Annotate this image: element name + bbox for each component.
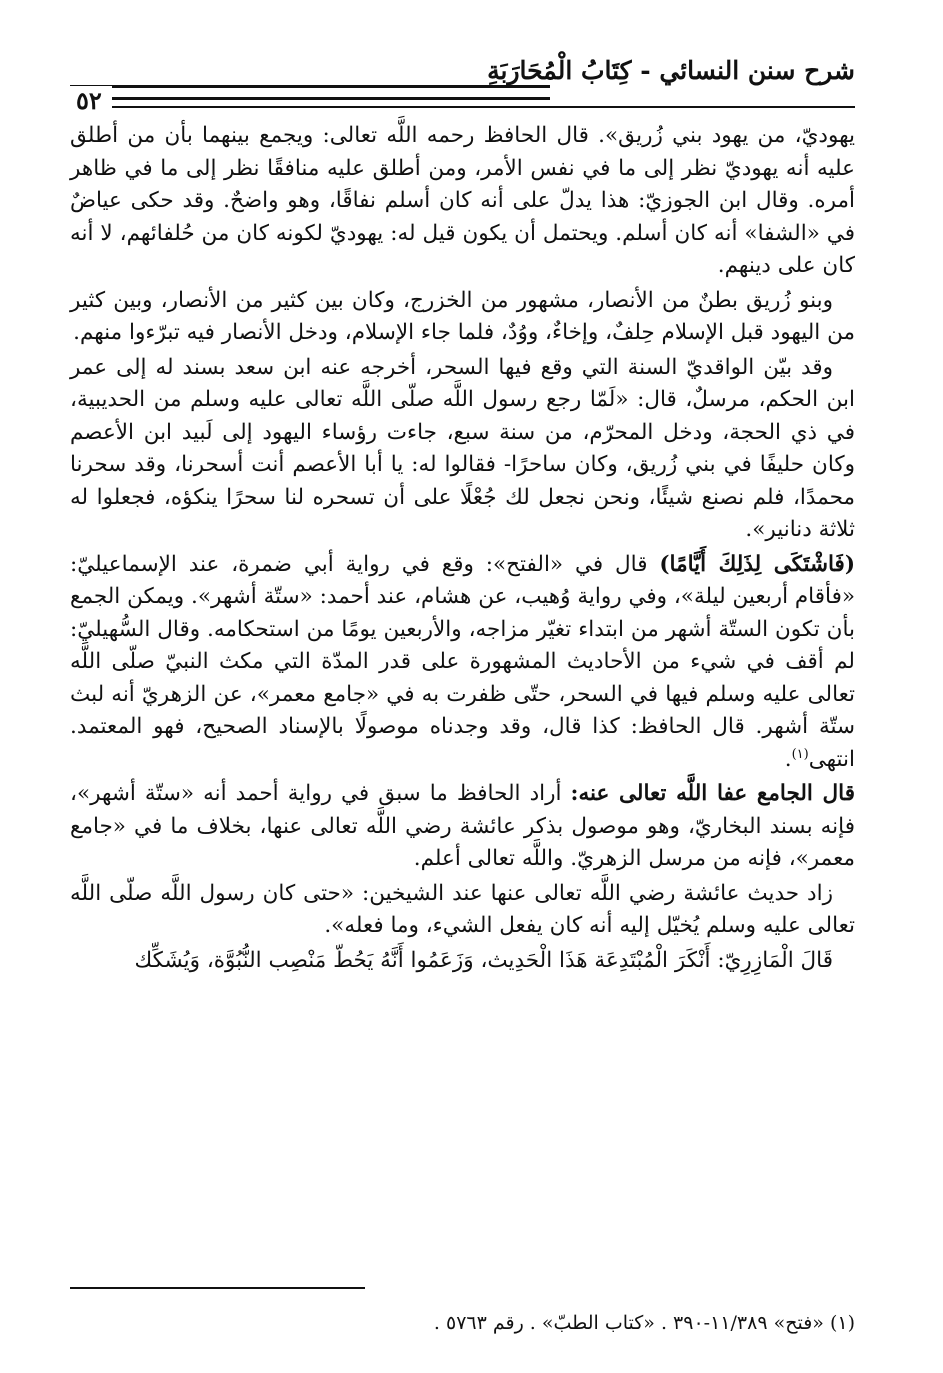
paragraph [70,778,855,876]
paragraph-text: قَالَ الْمَازِرِيّ: أَنْكَرَ الْمُبْتَدِعَة هَذَا الْحَدِيث، وَزَعَمُوا أَنَّهُ يَحُطّ مَنْصِب النُّبُوَّة، وَيُشَكِّك [134,947,833,973]
paragraph-text: يهوديّ، من يهود بني زُريق». قال الحافظ رحمه اللَّه تعالى: ويجمع بينهما بأن من أطلق عليه أنه يهوديّ نظر إلى ما في نفس الأمر، ومن أطلق عليه منافقًا نظر إلى ما في ظاهر أمره. وقال ابن الجوزيّ: هذا يدلّ على أنه كان أسلم نفاقًا، وهو واضحٌ. وقد حكى عياضٌ في «الشفا» أنه كان أسلم. ويحتمل أن يكون قيل له: يهوديّ لكونه كان من حُلفائهم، لا أنه كان على دينهم. [70,123,855,278]
author-note-lead: قال الجامع عفا اللَّه تعالى عنه: [570,781,855,806]
paragraph [70,352,855,547]
quoted-phrase: (فَاشْتَكَى لِذَلِكَ أَيَّامًا) [659,551,855,577]
paragraph-text: وبنو زُريق بطنٌ من الأنصار، مشهور من الخزرج، وكان بين كثير من الأنصار، وبين كثير من اليهود قبل الإسلام حِلفٌ، وإخاءٌ، ووُدٌ، فلما جاء الإسلام، ودخل الأنصار فيه تبرّءوا منهم. [70,287,855,345]
paragraph-text: أراد الحافظ ما سبق في رواية أحمد أنه «ستّة أشهر»، فإنه بسند البخاريّ، وهو موصول بذكر عائشة رضي اللَّه تعالى عنها، بخلاف ما في «جامع معمر»، فإنه من مرسل الزهريّ. واللَّه تعالى أعلم. [70,781,855,871]
footnote: (١) «فتح» ١١/٣٨٩-٣٩٠ . «كتاب الطبّ» . رقم ٥٧٦٣ . [433,1312,855,1334]
paragraph [70,285,855,350]
footnote-separator [70,1287,365,1289]
paragraph-text: زاد حديث عائشة رضي اللَّه تعالى عنها عند الشيخين: «حتى كان رسول اللَّه صلّى اللَّه تعالى عليه وسلم يُخيّل إليه أنه كان يفعل الشيء، وما فعله». [70,880,855,938]
running-title: شرح سنن النسائي - كِتَابُ الْمُحَارَبَةِ [487,56,855,85]
page-number: ٥٢ [70,86,112,115]
paragraph [70,878,855,943]
paragraph-text: وقد بيّن الواقديّ السنة التي وقع فيها السحر، أخرجه عنه ابن سعد بسند له إلى عمر ابن الحكم، مرسلٌ، قال: «لَمّا رجع رسول اللَّه صلّى اللَّه تعالى عليه وسلم من الحديبية، في ذي الحجة، ودخل المحرّم، من سنة سبع، جاءت رؤساء اليهود إلى لَبيد ابن الأعصم وكان حليفًا في بني زُريق، وكان ساحرًا- فقالوا له: يا أبا الأعصم أنت أسحرنا، وقد سحرنا محمدًا، فلم نصنع شيئًا، ونحن نجعل لك جُعْلًا على أن تسحره لنا سحرًا ينكؤه، فجعلوا له ثلاثة دنانير». [70,354,855,542]
page-header [70,52,855,115]
main-text [70,120,855,977]
header-double-rule [70,85,550,100]
footnote-marker[interactable]: (١) [791,746,809,762]
paragraph [70,120,855,283]
paragraph-text: قال في «الفتح»: وقع في رواية أبي ضمرة، عند الإسماعيليّ: «فأقام أربعين ليلة»، وفي رواية وُهيب، عن هشام، عند أحمد: «ستّة أشهر». ويمكن الجمع بأن تكون الستّة أشهر من ابتداء تغيّر مزاجه، والأربعين يومًا من استحكامه. وقال السُّهيليّ: لم أقف في شيء من الأحاديث المشهورة على قدر المدّة التي مكث النبيّ صلّى اللَّه تعالى عليه وسلم فيها في السحر، حتّى ظفرت به في «جامع معمر»، عن الزهريّ أنه لبث ستّة أشهر. قال الحافظ: كذا قال، وقد وجدناه موصولًا بالإسناد الصحيح، فهو المعتمد. انتهى [70,551,855,772]
paragraph-tail: . [784,746,792,772]
paragraph [70,549,855,777]
book-page [70,52,855,1334]
paragraph [70,945,855,978]
